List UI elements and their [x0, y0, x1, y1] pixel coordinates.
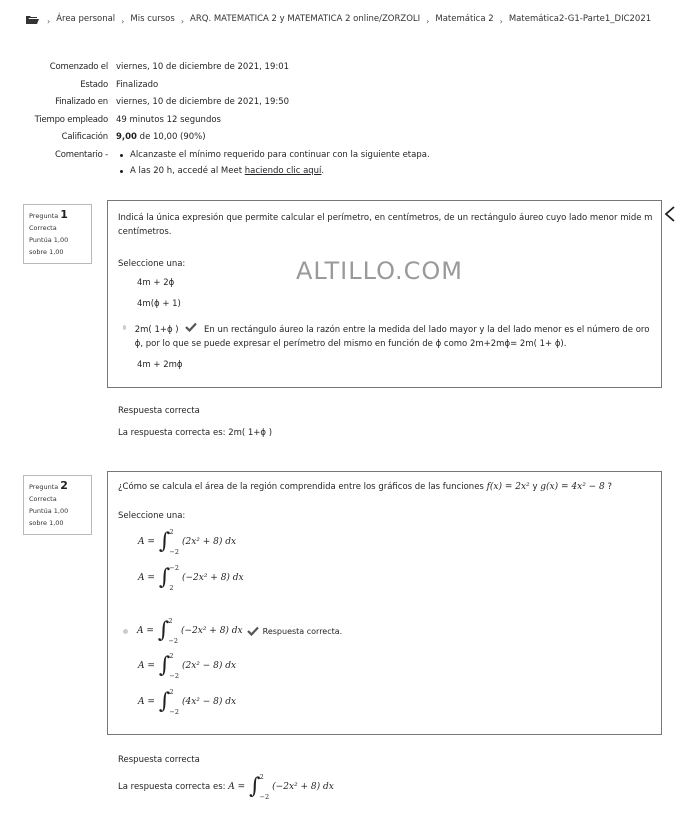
radio-selected-icon [123, 629, 128, 634]
summary-row-finished [30, 97, 430, 115]
grade-score: 9,00 [116, 132, 137, 142]
integrand: (−2x² + 8) dx [180, 626, 243, 636]
breadcrumb-separator: › [47, 16, 51, 26]
option-text: 4m + 2mϕ [137, 360, 183, 370]
summary-label: Comentario - [55, 149, 108, 160]
comment-text: A las 20 h, accedé al Meet [130, 165, 243, 176]
grade-total: de 10,00 (90%) [136, 132, 206, 142]
question-label: Pregunta [29, 483, 59, 491]
question-status: Correcta [29, 495, 57, 503]
option-text: 4m + 2ϕ [137, 278, 175, 288]
question-title [29, 480, 86, 493]
upper-limit: 2 [259, 773, 264, 781]
question-text-mid: y [532, 482, 541, 492]
select-label: Seleccione una: [118, 511, 186, 521]
bullet-icon [120, 154, 123, 157]
upper-limit: 2 [168, 617, 173, 625]
watermark: ALTILLO.COM [296, 257, 464, 285]
option-feedback: En un rectángulo áureo la razón entre la medida del lado mayor y la del lado menor es el número de oro ϕ, por lo que se puede expresar el perímetro del mismo en función de ϕ como 2m+2mϕ= 2m( 1+ ϕ). [134, 325, 650, 349]
question-score: Puntúa 1,00 [29, 236, 69, 244]
question-score: Puntúa 1,00 [29, 507, 69, 515]
integral-limits [169, 564, 179, 592]
math-lhs: A = [138, 537, 155, 547]
question-text: Indicá la única expresión que permite calcular el perímetro, en centímetros, de un rectángulo áureo cuyo lado menor mide m centímetros. [118, 213, 653, 237]
radio-selected-icon [123, 325, 126, 330]
math-lhs: A = [137, 626, 154, 636]
upper-limit: −2 [169, 564, 179, 572]
question-text-start: ¿Cómo se calcula el área de la región comprendida entre los gráficos de las funciones [118, 482, 487, 492]
lower-limit: −2 [169, 708, 179, 716]
integral-limits [260, 773, 270, 801]
check-icon [247, 626, 259, 636]
integrand: (−2x² + 8) dx [272, 782, 334, 792]
answer-option-selected[interactable] [123, 617, 342, 645]
summary-value: Finalizado [116, 79, 159, 90]
summary-value: viernes, 10 de diciembre de 2021, 19:50 [116, 97, 290, 107]
lower-limit: −2 [169, 672, 179, 680]
comment-item [116, 166, 430, 182]
breadcrumb-quiz[interactable]: Matemática2-G1-Parte1_DIC2021 [508, 14, 652, 24]
question-number: 2 [60, 479, 68, 492]
integral-icon: ∫ [158, 653, 171, 678]
question-info-2 [23, 475, 92, 535]
folder-icon[interactable] [26, 15, 39, 24]
question-title [29, 209, 86, 222]
grade-value [116, 132, 206, 142]
answer-option[interactable] [138, 652, 236, 680]
math-f: f(x) = 2x² [486, 482, 533, 492]
selected-answer-block [135, 322, 653, 351]
bullet-icon [120, 170, 123, 173]
comment-text: Alcanzaste el mínimo requerido para continuar con la siguiente etapa. [130, 149, 430, 160]
summary-value: 49 minutos 12 segundos [116, 114, 221, 125]
question-label: Pregunta [29, 212, 59, 220]
answer-option-selected[interactable] [123, 322, 653, 351]
upper-limit: 2 [169, 688, 174, 696]
upper-limit: 2 [169, 652, 174, 660]
breadcrumb-separator: › [426, 16, 430, 26]
integral-icon: ∫ [158, 689, 171, 714]
question-status: Correcta [29, 224, 57, 232]
summary-label: Estado [80, 79, 108, 90]
lower-limit: 2 [169, 584, 174, 592]
summary-row-comment [30, 150, 430, 182]
integral-expression [138, 564, 244, 592]
chevron-left-icon[interactable] [664, 206, 676, 222]
answer-option[interactable] [138, 564, 244, 592]
comment-end: . [321, 165, 325, 176]
option-text: 4m(ϕ + 1) [137, 299, 181, 309]
integral-icon: ∫ [158, 529, 171, 554]
question-number: 1 [60, 208, 68, 221]
lower-limit: −2 [169, 548, 179, 556]
feedback-answer [118, 773, 334, 801]
question-text-end: ? [604, 482, 613, 492]
answer-option[interactable] [137, 360, 183, 370]
integral-expression [137, 617, 243, 645]
summary-row-state [30, 80, 430, 98]
breadcrumb-separator: › [121, 16, 125, 26]
breadcrumb-course[interactable]: ARQ. MATEMATICA 2 y MATEMATICA 2 online/ZORZOLI [190, 14, 421, 24]
upper-limit: 2 [169, 528, 174, 536]
integral-expression [138, 688, 236, 716]
feedback-answer-label: La respuesta correcta es: [118, 782, 226, 792]
breadcrumb-section[interactable]: Matemática 2 [435, 14, 494, 24]
math-lhs: A = [228, 782, 246, 792]
integrand: (2x² − 8) dx [181, 661, 237, 671]
summary-row-time [30, 115, 430, 133]
summary-row-grade [30, 132, 430, 150]
summary-row-started [30, 62, 430, 80]
question-text [118, 480, 653, 494]
feedback-answer: La respuesta correcta es: 2m( 1+ϕ ) [118, 428, 273, 438]
breadcrumb [26, 14, 651, 24]
summary-label: Finalizado en [55, 97, 108, 107]
attempt-summary [30, 62, 430, 182]
option-feedback: Respuesta correcta. [262, 626, 343, 636]
integral-expression [138, 652, 236, 680]
comment-list [116, 150, 430, 182]
integral-limits [169, 528, 179, 556]
feedback-result: Respuesta correcta [118, 755, 200, 765]
integral-expression [138, 528, 236, 556]
math-lhs: A = [138, 697, 155, 707]
math-lhs: A = [138, 661, 155, 671]
breadcrumb-area-personal[interactable]: Área personal [56, 14, 116, 24]
integral-expression [228, 773, 334, 801]
integral-limits [169, 652, 179, 680]
integral-icon: ∫ [157, 618, 170, 643]
integrand: (2x² + 8) dx [181, 537, 237, 547]
question-info-1 [23, 204, 92, 264]
feedback-result: Respuesta correcta [118, 406, 200, 416]
integral-icon: ∫ [249, 774, 261, 799]
breadcrumb-separator: › [180, 16, 185, 26]
comment-item [116, 150, 430, 166]
summary-value: viernes, 10 de diciembre de 2021, 19:01 [116, 62, 290, 72]
question-score-of: sobre 1,00 [29, 248, 64, 256]
answer-option[interactable] [138, 528, 236, 556]
answer-option[interactable] [138, 688, 236, 716]
integral-limits [168, 617, 178, 645]
lower-limit: −2 [168, 637, 178, 645]
integral-limits [169, 688, 179, 716]
summary-label: Comenzado el [49, 62, 108, 72]
select-label: Seleccione una: [118, 259, 186, 269]
check-icon [185, 322, 197, 332]
breadcrumb-mis-cursos[interactable]: Mis cursos [130, 14, 175, 24]
math-lhs: A = [138, 573, 155, 583]
breadcrumb-separator: › [499, 16, 503, 26]
integrand: (−2x² + 8) dx [181, 573, 244, 583]
answer-option[interactable] [137, 278, 174, 288]
answer-option[interactable] [137, 299, 181, 309]
integrand: (4x² − 8) dx [181, 697, 237, 707]
option-text: 2m( 1+ϕ ) [134, 325, 179, 335]
integral-icon: ∫ [158, 565, 171, 590]
summary-label: Tiempo empleado [34, 114, 108, 125]
question-score-of: sobre 1,00 [29, 519, 64, 527]
math-g: g(x) = 4x² − 8 [540, 482, 605, 492]
meet-link[interactable]: haciendo clic aquí [244, 165, 322, 176]
summary-label: Calificación [61, 132, 108, 142]
lower-limit: −2 [259, 793, 270, 801]
